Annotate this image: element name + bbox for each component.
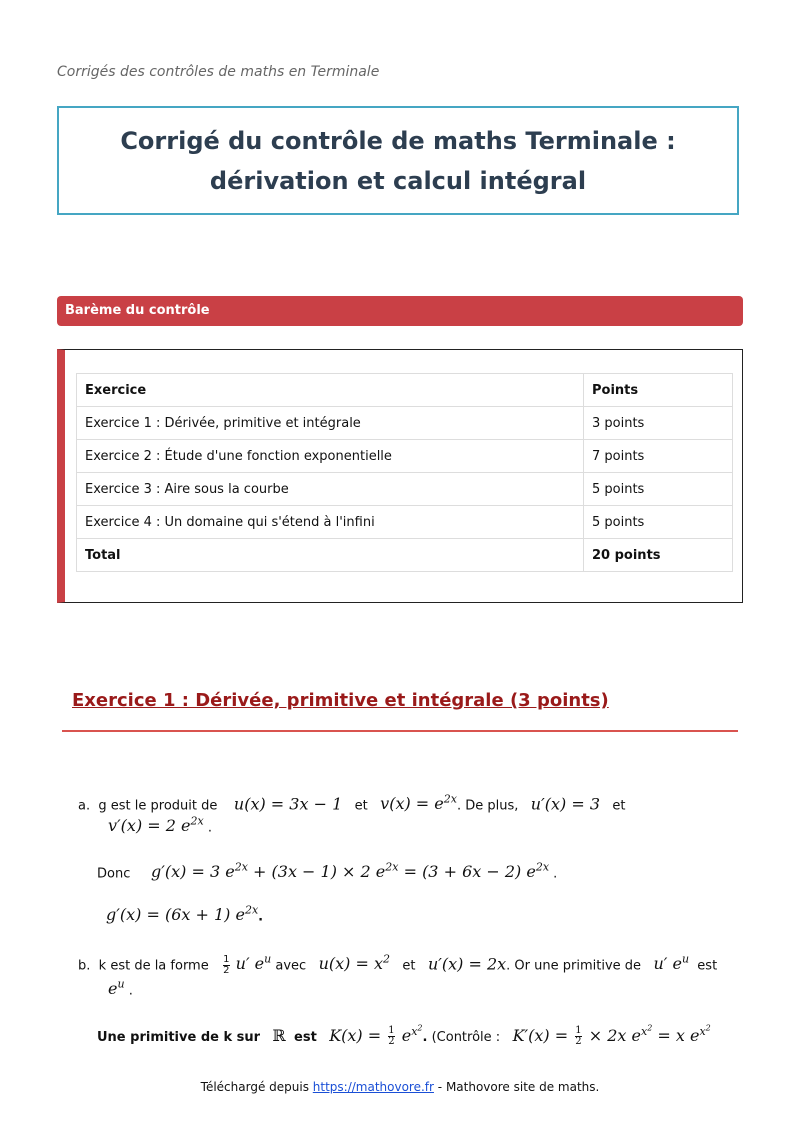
- math-K: K(x) = $\frac{1}{2}$ $e^{x^2}$: [329, 1023, 423, 1047]
- bareme-box: [57, 349, 743, 603]
- math-v: $v(x) = e^{2x}$: [380, 793, 457, 814]
- table-cell: 5 points: [584, 473, 733, 506]
- heading-divider: [62, 730, 738, 732]
- page-title: Corrigé du contrôle de maths Terminale : dérivation et calcul intégral: [120, 126, 676, 195]
- text: est: [294, 1029, 317, 1045]
- table-row: [77, 440, 733, 473]
- footer-suffix: - Mathovore site de maths.: [437, 1080, 600, 1094]
- math-K-prime: K′(x) = $\frac{1}{2}$ × 2x $e^{x^2} = x$ $e^{x^2}$: [512, 1023, 711, 1047]
- text: Donc: [97, 866, 131, 882]
- footer-link[interactable]: https://mathovore.fr: [312, 1080, 434, 1094]
- list-marker: a.: [78, 798, 91, 814]
- part-a-result: [106, 904, 263, 924]
- title-box: [57, 106, 739, 215]
- math-form: u′ $e^u$: [653, 953, 690, 974]
- text: .: [207, 820, 212, 836]
- text: et: [402, 958, 416, 974]
- table-cell: Exercice 3 : Aire sous la courbe: [77, 473, 584, 506]
- part-a-line-1: [78, 793, 626, 813]
- math-g-prime-computation: g′(x) = 3 $e^{2x} + (3x - 1) \times 2$ $e^{2x} = (3 + 6x - 2)$ $e^{2x}$: [151, 861, 550, 882]
- text: (Contrôle :: [431, 1029, 501, 1045]
- bareme-table: [76, 373, 733, 572]
- table-cell: 3 points: [584, 407, 733, 440]
- text: est: [697, 958, 718, 974]
- text: .: [128, 983, 133, 999]
- reals-symbol: ℝ: [272, 1025, 286, 1045]
- table-row: [77, 473, 733, 506]
- text: .: [258, 909, 264, 925]
- math-u: $u(x) = x^2$: [318, 953, 391, 974]
- text: . Or une primitive de: [506, 958, 642, 974]
- text: Une primitive de k sur: [97, 1029, 261, 1045]
- table-header-cell: Points: [584, 374, 733, 407]
- fraction: $\frac{1}{2}$: [223, 954, 230, 977]
- bareme-label: Barème du contrôle: [57, 296, 743, 326]
- text: . De plus,: [456, 798, 519, 814]
- table-header-row: [77, 374, 733, 407]
- text: et: [354, 798, 368, 814]
- table-cell: Total: [77, 539, 584, 572]
- table-cell: Exercice 1 : Dérivée, primitive et intégrale: [77, 407, 584, 440]
- text: et: [612, 798, 626, 814]
- math-v-prime: v′(x) = 2 $e^{2x}$: [108, 815, 204, 836]
- text: g est le produit de: [98, 798, 218, 814]
- math-u-prime: u′(x) = 2x: [427, 954, 507, 974]
- part-b-line-2: [108, 978, 133, 998]
- part-b-conclusion: [97, 1023, 711, 1047]
- table-cell: 5 points: [584, 506, 733, 539]
- math-u-prime: u′(x) = 3: [530, 794, 600, 814]
- table-row: [77, 506, 733, 539]
- part-a-line-2: [108, 815, 212, 835]
- table-header-cell: Exercice: [77, 374, 584, 407]
- part-a-donc-line: [97, 861, 557, 881]
- text: .: [422, 1029, 428, 1045]
- table-cell: 7 points: [584, 440, 733, 473]
- math-u: u(x) = 3x − 1: [233, 794, 343, 814]
- table-total-row: [77, 539, 733, 572]
- list-marker: b.: [78, 958, 91, 974]
- table-row: [77, 407, 733, 440]
- table-cell: 20 points: [584, 539, 733, 572]
- part-b-line-1: [78, 953, 717, 976]
- math-form: u′ $e^u$: [235, 953, 272, 974]
- text: k est de la forme: [98, 958, 209, 974]
- exercise-heading: Exercice 1 : Dérivée, primitive et intégrale (3 points): [72, 690, 609, 711]
- text: .: [553, 866, 558, 882]
- table-cell: Exercice 2 : Étude d'une fonction exponentielle: [77, 440, 584, 473]
- footer-prefix: Téléchargé depuis: [200, 1080, 309, 1094]
- footer: [0, 1080, 800, 1094]
- math-e-u: $e^u$: [108, 978, 125, 999]
- text: avec: [275, 958, 307, 974]
- table-cell: Exercice 4 : Un domaine qui s'étend à l'infini: [77, 506, 584, 539]
- math-g-prime-final: g′(x) = (6x + 1) $e^{2x}$: [106, 904, 259, 925]
- header-note: Corrigés des contrôles de maths en Terminale: [57, 64, 380, 80]
